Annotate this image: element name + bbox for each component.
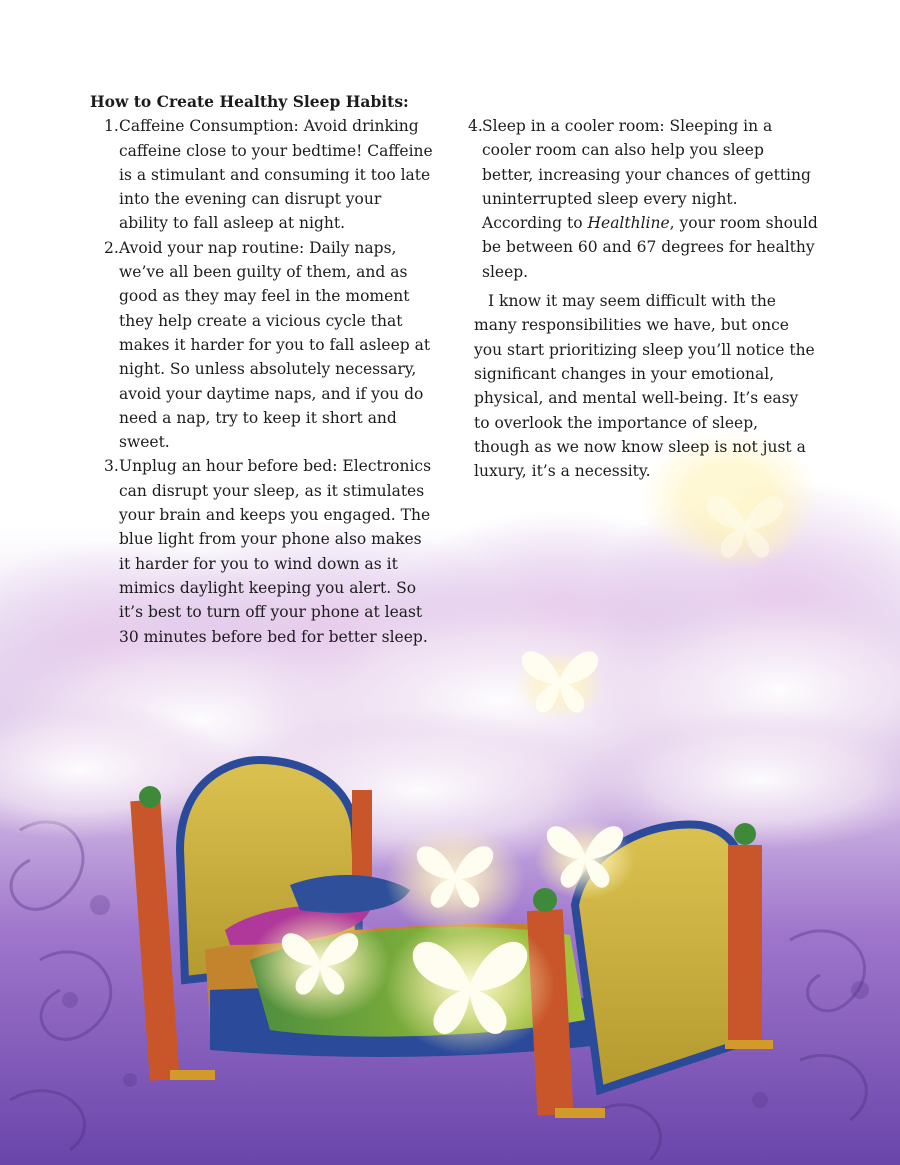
tips-list	[90, 114, 435, 649]
tip-title: Sleep in a cooler room:	[482, 117, 670, 135]
tip-text-continued: , your room should be between 60 and 67 degrees for healthy sleep.	[482, 214, 818, 281]
list-number: 2.	[104, 238, 119, 257]
list-number: 3.	[104, 457, 119, 476]
tips-list-continued	[468, 114, 818, 284]
tip-text: Avoid drinking caffeine close to your bedtime! Caffeine is a stimulant and consuming it too late into the evening can disrupt your ability to fall asleep at night.	[119, 117, 433, 233]
list-item	[468, 114, 818, 284]
tip-text: Sleeping in a cooler room can also help you sleep better, increasing your chances of getting uninterrupted sleep every night. According to	[482, 117, 811, 233]
source-name: Healthline	[587, 214, 670, 233]
tip-title: Unplug an hour before bed:	[119, 457, 343, 476]
tip-text: Electronics can disrupt your sleep, as it stimulates your brain and keeps you engaged. The blue light from your phone also makes it harder for you to wind down as it mimics daylight keeping you alert. So it’s best to turn off your phone at least 30 minutes before bed for better sleep.	[119, 457, 432, 646]
section-heading: How to Create Healthy Sleep Habits:	[90, 92, 409, 111]
right-column	[468, 114, 818, 483]
closing-paragraph: I know it may seem difficult with the many responsibilities we have, but once you start prioritizing sleep you’ll notice the significant changes in your emotional, physical, and mental well-being. It’s easy to overlook the importance of sleep, though as we now know sleep is not just a luxury, it’s a necessity.	[474, 292, 815, 481]
left-column	[90, 90, 435, 649]
list-item	[90, 454, 435, 648]
tip-text: Daily naps, we’ve all been guilty of them, and as good as they may feel in the moment they help create a vicious cycle that makes it harder for you to fall asleep at night. So unless absolutely necessary, avoid your daytime naps, and if you do need a nap, try to keep it short and sweet.	[119, 238, 431, 452]
list-number: 4.	[468, 117, 483, 135]
tip-title: Caffeine Consumption:	[119, 117, 304, 136]
list-item	[90, 236, 435, 455]
list-number: 1.	[104, 117, 119, 136]
tip-title: Avoid your nap routine:	[119, 238, 310, 257]
list-item	[90, 114, 435, 235]
